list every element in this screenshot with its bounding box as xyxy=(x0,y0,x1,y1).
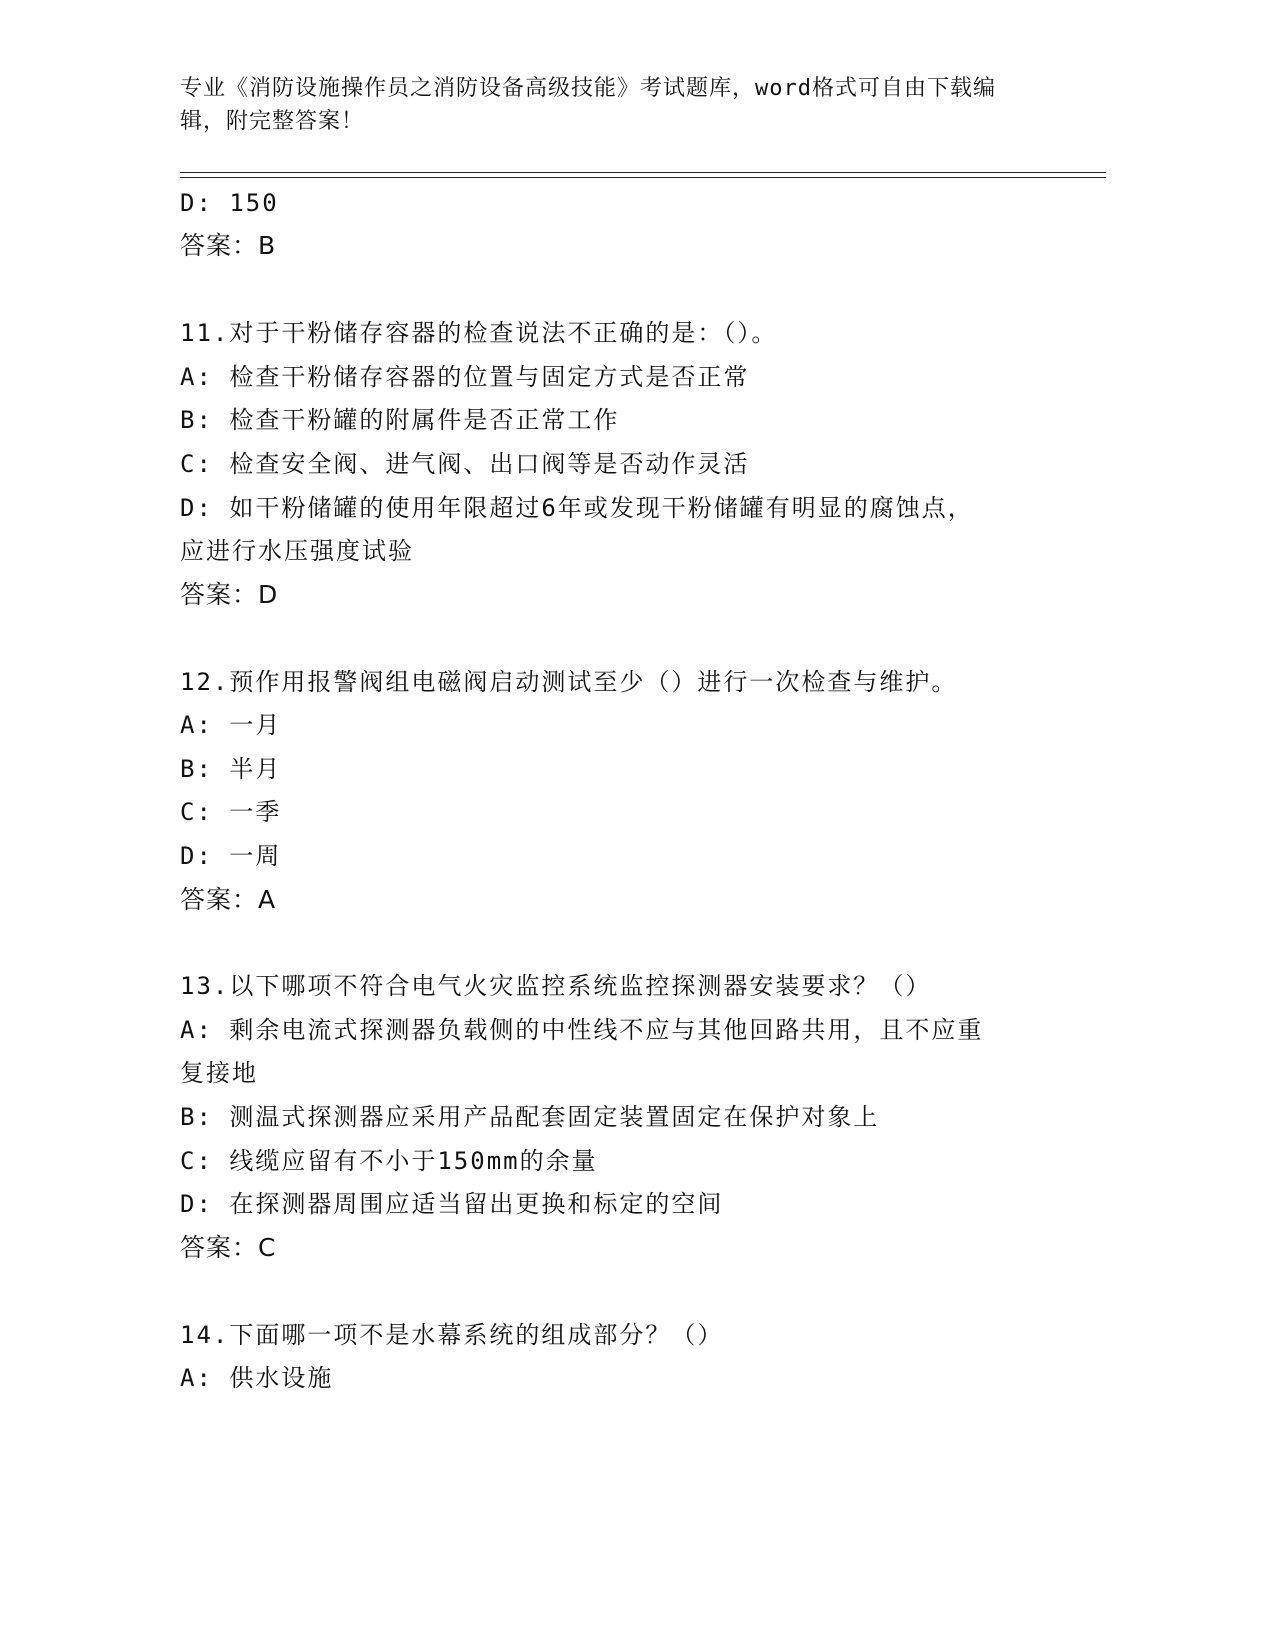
option-c-q12: C: 一季 xyxy=(180,798,282,826)
option-a-q12: A: 一月 xyxy=(180,711,282,739)
option-d-q11-cont: 应进行水压强度试验 xyxy=(180,537,414,565)
question-13: 13.以下哪项不符合电气火灾监控系统监控探测器安装要求？（） xyxy=(180,972,932,1000)
header-divider-top xyxy=(180,172,1106,173)
option-d-q12: D: 一周 xyxy=(180,842,282,870)
answer-q13: 答案：C xyxy=(180,1233,277,1262)
option-a-q11: A: 检查干粉储存容器的位置与固定方式是否正常 xyxy=(180,363,750,391)
option-a-q14: A: 供水设施 xyxy=(180,1364,334,1392)
option-c-q13: C: 线缆应留有不小于150mm的余量 xyxy=(180,1147,598,1175)
header-line-2: 辑，附完整答案！ xyxy=(180,109,365,134)
option-d-q10: D: 150 xyxy=(180,189,279,217)
option-d-q11: D: 如干粉储罐的使用年限超过6年或发现干粉储罐有明显的腐蚀点， xyxy=(180,494,974,522)
header-line-1: 专业《消防设施操作员之消防设备高级技能》考试题库，word格式可自由下载编 xyxy=(180,76,996,101)
answer-q12: 答案：A xyxy=(180,885,277,914)
option-d-q13: D: 在探测器周围应适当留出更换和标定的空间 xyxy=(180,1190,724,1218)
header-divider-bottom xyxy=(180,177,1106,178)
answer-q10: 答案：B xyxy=(180,231,277,260)
question-12: 12.预作用报警阀组电磁阀启动测试至少（）进行一次检查与维护。 xyxy=(180,668,958,696)
option-b-q11: B: 检查干粉罐的附属件是否正常工作 xyxy=(180,406,620,434)
option-a-q13: A: 剩余电流式探测器负载侧的中性线不应与其他回路共用，且不应重 xyxy=(180,1016,984,1044)
document-header xyxy=(180,72,1050,138)
option-b-q13: B: 测温式探测器应采用产品配套固定装置固定在保护对象上 xyxy=(180,1103,880,1131)
option-c-q11: C: 检查安全阀、进气阀、出口阀等是否动作灵活 xyxy=(180,450,750,478)
option-a-q13-cont: 复接地 xyxy=(180,1059,258,1087)
question-11: 11.对于干粉储存容器的检查说法不正确的是：（）。 xyxy=(180,319,778,347)
option-b-q12: B: 半月 xyxy=(180,755,282,783)
answer-q11: 答案：D xyxy=(180,580,279,609)
question-14: 14.下面哪一项不是水幕系统的组成部分？（） xyxy=(180,1321,724,1349)
